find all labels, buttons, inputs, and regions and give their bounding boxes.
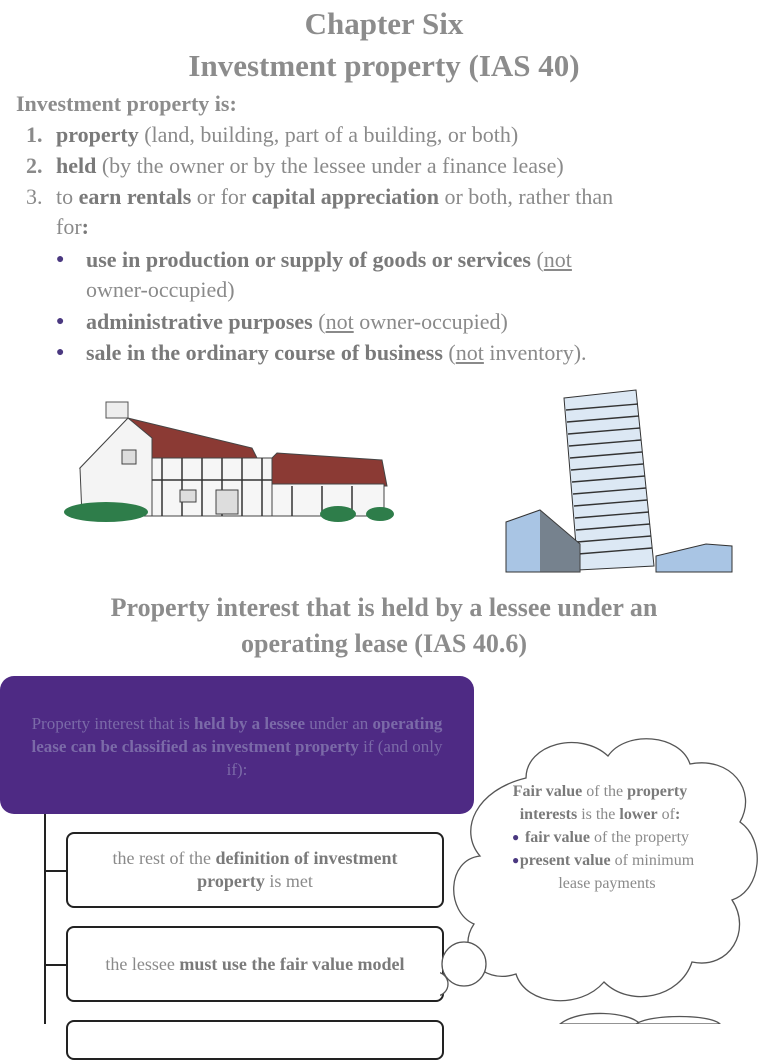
list-text: to — [56, 184, 79, 209]
bullet-underline: not — [455, 340, 484, 365]
bullet-term: sale in the ordinary course of business — [86, 340, 443, 365]
list-term: earn rentals — [78, 184, 192, 209]
condition-box — [66, 1020, 444, 1060]
list-text: (land, building, part of a building, or both) — [138, 122, 519, 147]
list-text: or both, rather than — [438, 184, 614, 209]
bullet-underline: not — [543, 247, 572, 272]
bullet-text: owner-occupied) — [86, 277, 235, 302]
list-item — [26, 151, 746, 181]
bullet-item — [56, 307, 696, 337]
list-item — [26, 182, 746, 242]
list-text: for — [56, 214, 82, 239]
bullet-dot-icon: ● — [512, 853, 520, 867]
bullet-term: administrative purposes — [86, 309, 313, 334]
list-number: 2. — [26, 153, 43, 178]
connector-tick — [44, 964, 66, 966]
intro-heading: Investment property is: — [16, 91, 237, 116]
lease-condition-text: Property interest that is held by a lessee under an operating lease can be classified as investment property if (and only if): — [31, 714, 443, 779]
list-term: held — [56, 153, 97, 178]
house-illustration — [62, 398, 402, 528]
list-term: capital appreciation — [251, 184, 439, 209]
connector-line — [44, 814, 46, 1024]
bullet-text: ( — [442, 340, 456, 365]
condition-box: the rest of the definition of investment property is met — [66, 832, 444, 908]
section-heading — [0, 590, 768, 662]
connector-tick — [44, 870, 66, 872]
bullet-text: ( — [530, 247, 544, 272]
skyscraper-illustration — [500, 386, 734, 574]
cloud-bullet: ● present value of minimum lease payments — [500, 849, 700, 895]
bullet-dot-icon: ● — [512, 830, 520, 844]
list-term: property — [56, 122, 139, 147]
bullet-item — [56, 338, 696, 368]
bullet-underline: not — [325, 309, 354, 334]
bullet-dot-icon: ● — [56, 314, 65, 329]
bullet-text: ( — [312, 309, 326, 334]
bullet-dot-icon: ● — [56, 252, 65, 267]
list-text: (by the owner or by the lessee under a finance lease) — [96, 153, 564, 178]
section-heading-line: Property interest that is held by a lessee under an — [110, 593, 658, 622]
chapter-heading: Chapter Six — [304, 6, 464, 41]
list-term: : — [81, 214, 89, 239]
list-number: 1. — [26, 122, 43, 147]
list-item — [26, 120, 746, 150]
bullet-item — [56, 245, 696, 305]
bullet-text: owner-occupied) — [353, 309, 508, 334]
page-title: Investment property (IAS 40) — [188, 48, 580, 83]
condition-box: the lessee must use the fair value model — [66, 926, 444, 1002]
list-text: or for — [191, 184, 252, 209]
bullet-dot-icon: ● — [56, 345, 65, 360]
bullet-term: use in production or supply of goods or services — [86, 247, 531, 272]
section-heading-line: operating lease (IAS 40.6) — [241, 629, 527, 658]
list-number: 3. — [26, 184, 43, 209]
cloud-bullet: ● fair value of the property — [500, 826, 700, 849]
bullet-text: inventory). — [483, 340, 587, 365]
lease-condition-box — [0, 676, 474, 814]
thought-cloud-text: Fair value of the property interests is the lower of: ● fair value of the property ● present value of minimum lease payments — [500, 780, 700, 895]
